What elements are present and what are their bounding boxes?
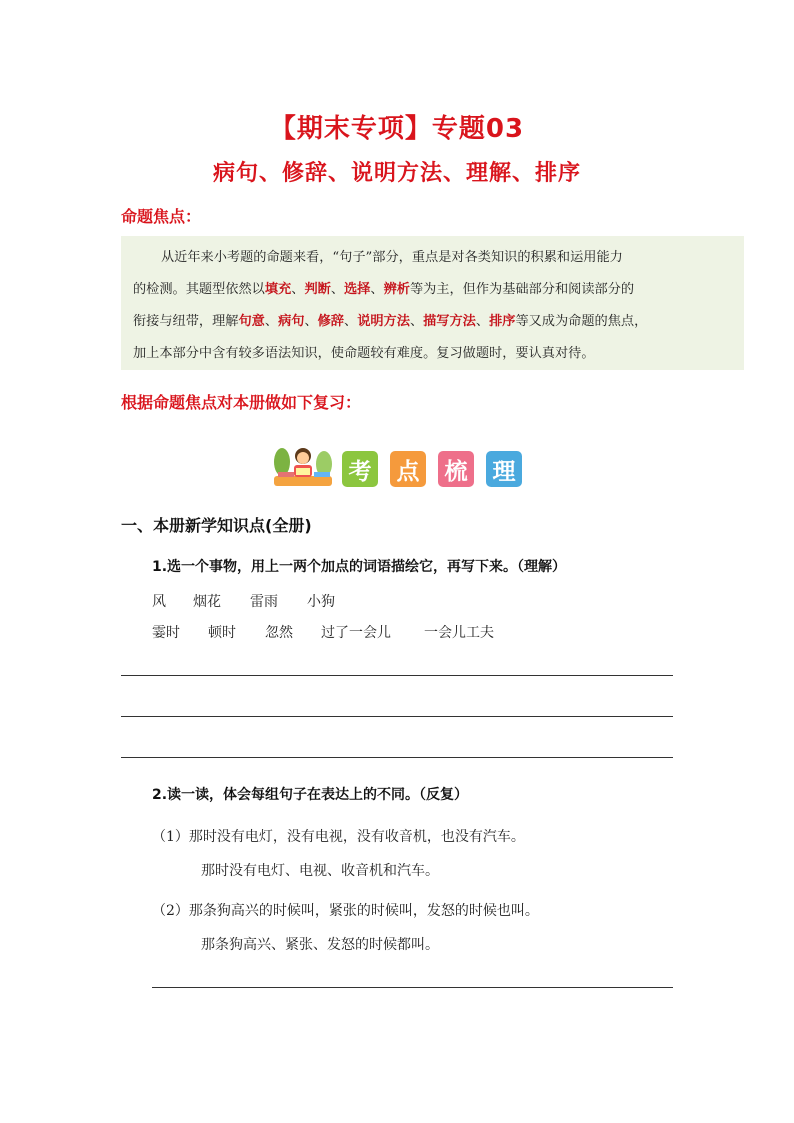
- review-heading: 根据命题焦点对本册做如下复习：: [121, 393, 362, 412]
- focus-line-4: 加上本部分中含有较多语法知识，使命题较有难度。复习做题时，要认真对待。: [133, 346, 595, 361]
- focus-text: 衔接与纽带，理解: [133, 314, 239, 329]
- focus-text: 等又成为命题的焦点，: [515, 314, 648, 329]
- keyword-highlight: 描写方法: [423, 314, 476, 329]
- focus-text: 的检测。其题型依然以: [133, 282, 265, 297]
- banner-char: 点: [396, 458, 420, 485]
- banner-tile-2: [390, 451, 426, 487]
- focus-separator: 、: [475, 314, 490, 329]
- banner-char: 理: [492, 458, 516, 485]
- keyword-highlight: 说明方法: [357, 314, 410, 329]
- word-option: 霎时: [152, 625, 180, 641]
- word-option: 烟花: [193, 594, 221, 610]
- sentence-1b: 那时没有电灯、电视、收音机和汽车。: [201, 863, 439, 879]
- kaodian-banner: [270, 444, 532, 488]
- answer-line[interactable]: [121, 757, 673, 758]
- focus-separator: 、: [264, 314, 279, 329]
- focus-separator: 、: [409, 314, 424, 329]
- keyword-highlight: 修辞: [317, 314, 344, 329]
- word-option: 过了一会儿: [321, 625, 391, 641]
- banner-char: 考: [348, 458, 372, 485]
- keyword-highlight: 句意: [238, 314, 265, 329]
- answer-line[interactable]: [152, 987, 673, 988]
- focus-separator: 、: [370, 282, 384, 297]
- answer-line[interactable]: [121, 675, 673, 676]
- document-subtitle: 病句、修辞、说明方法、理解、排序: [212, 161, 581, 186]
- banner-char: 梳: [444, 458, 468, 485]
- focus-heading: 命题焦点：: [121, 207, 202, 226]
- sentence-1a: （1）那时没有电灯，没有电视，没有收音机，也没有汽车。: [152, 829, 525, 845]
- focus-text: 等为主，但作为基础部分和阅读部分的: [409, 282, 635, 297]
- banner-tile-1: [342, 451, 378, 487]
- document-title: 【期末专项】专题03: [269, 114, 525, 144]
- word-option: 雷雨: [250, 594, 278, 610]
- word-option: 一会儿工夫: [424, 625, 494, 641]
- word-option: 小狗: [307, 594, 335, 610]
- sentence-2b: 那条狗高兴、紧张、发怒的时候都叫。: [201, 937, 439, 953]
- word-option: 顿时: [208, 625, 236, 641]
- section-heading: 一、本册新学知识点(全册): [121, 516, 312, 535]
- banner-tile-4: [486, 451, 522, 487]
- keyword-highlight: 排序: [489, 314, 516, 329]
- focus-separator: 、: [330, 282, 344, 297]
- word-option: 忽然: [265, 625, 293, 641]
- focus-line-1: 从近年来小考题的命题来看，“句子”部分，重点是对各类知识的积累和运用能力: [161, 250, 623, 265]
- focus-separator: 、: [291, 282, 305, 297]
- focus-box: [121, 236, 744, 370]
- keyword-highlight: 判断: [304, 282, 331, 297]
- answer-line[interactable]: [121, 716, 673, 717]
- focus-separator: 、: [344, 314, 358, 329]
- focus-line-3: [133, 310, 647, 329]
- focus-line-2: [133, 278, 634, 297]
- banner-tile-3: [438, 451, 474, 487]
- question-1-heading: 1.选一个事物，用上一两个加点的词语描绘它，再写下来。（理解）: [152, 559, 567, 575]
- question-2-heading: 2.读一读，体会每组句子在表达上的不同。（反复）: [152, 787, 469, 803]
- keyword-highlight: 辨析: [383, 282, 410, 297]
- keyword-highlight: 病句: [278, 314, 305, 329]
- word-option: 风: [152, 594, 166, 610]
- keyword-highlight: 填充: [264, 282, 292, 297]
- sentence-2a: （2）那条狗高兴的时候叫，紧张的时候叫，发怒的时候也叫。: [152, 903, 539, 919]
- focus-separator: 、: [304, 314, 318, 329]
- reading-child-illustration-icon: [270, 444, 336, 488]
- keyword-highlight: 选择: [344, 282, 371, 297]
